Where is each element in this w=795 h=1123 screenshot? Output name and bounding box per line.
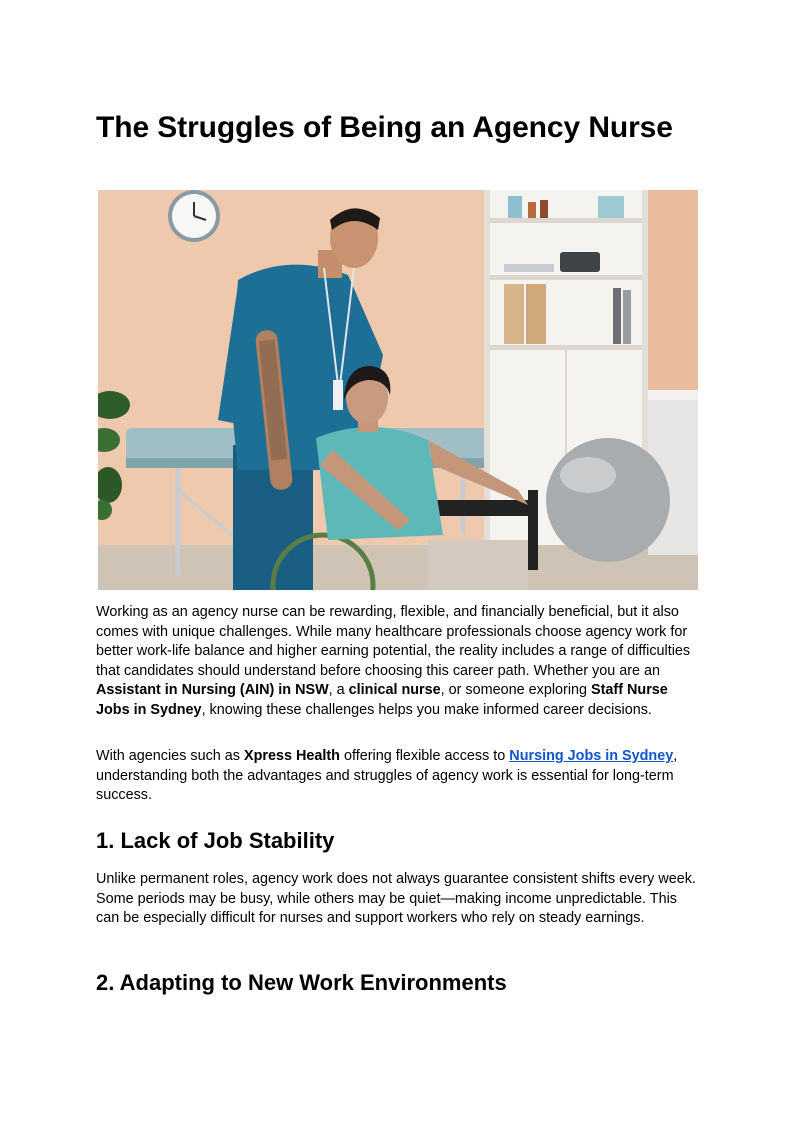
nursing-jobs-sydney-link[interactable]: Nursing Jobs in Sydney <box>509 748 674 764</box>
text-run: , knowing these challenges helps you make informed career decisions. <box>201 701 652 718</box>
text-run: , understanding both the advantages and struggles of agency work is essential for long-term success. <box>96 748 678 803</box>
bold-xpress-health: Xpress Health <box>243 748 340 764</box>
text-run: offering flexible access to <box>339 748 510 764</box>
nurse-wheelchair-illustration <box>98 190 698 590</box>
section-heading-job-stability: 1. Lack of Job Stability <box>96 828 335 853</box>
bold-ain-nsw: Assistant in Nursing (AIN) in NSW <box>96 682 329 698</box>
intro-paragraph-2 <box>96 747 700 806</box>
text-run: Working as an agency nurse can be rewarding, flexible, and financially beneficial, but it also comes with unique challenges. While many healthcare professionals choose agency work for better work-life balance and higher earning potential, the reality includes a range of difficulties that candidates should understand before choosing this career path. Whether you are an <box>96 604 691 679</box>
text-run: , a <box>328 682 349 698</box>
hero-image <box>98 190 698 590</box>
bold-staff-nurse-jobs: Staff Nurse Jobs in Sydney <box>96 682 668 718</box>
text-run: With agencies such as <box>96 748 244 764</box>
section-paragraph-job-stability: Unlike permanent roles, agency work does not always guarantee consistent shifts every week. Some periods may be busy, while others may be quiet—making income unpredictable. This can be especially difficult for nurses and support workers who rely on steady earnings. <box>96 871 696 926</box>
exercise-ball <box>546 438 670 562</box>
page-title: The Struggles of Being an Agency Nurse <box>96 111 673 144</box>
bold-clinical-nurse: clinical nurse <box>348 682 441 698</box>
text-run: , or someone exploring <box>440 682 592 698</box>
section-heading-new-environments: 2. Adapting to New Work Environments <box>96 970 507 995</box>
intro-paragraph-1 <box>96 603 700 720</box>
clock-icon <box>168 190 220 242</box>
